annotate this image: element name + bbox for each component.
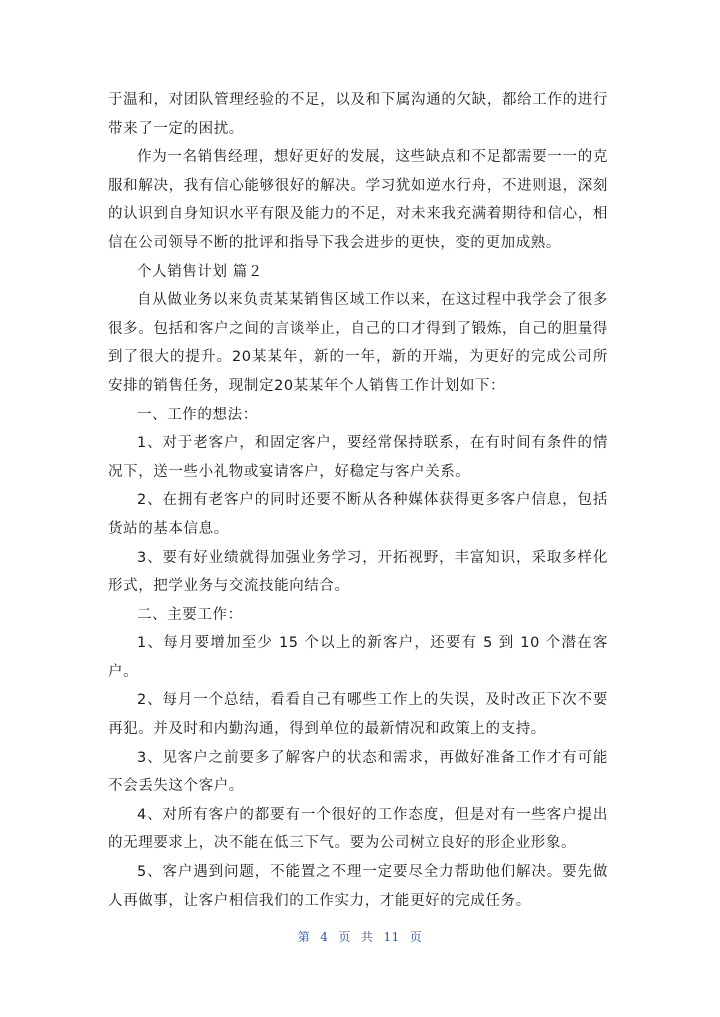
list-item: 1、每月要增加至少 15 个以上的新客户，还要有 5 到 10 个潜在客户。 (108, 635, 608, 680)
footer-ye: 页 (338, 930, 351, 944)
footer-page-current: 4 (320, 930, 329, 944)
subheading: 二、主要工作： (137, 606, 243, 623)
paragraph: 自从做业务以来负责某某销售区域工作以来，在这过程中我学会了很多很多。包括和客户之间的言谈举止，自己的口才得到了锻炼，自己的胆量得到了很大的提升。20某某年，新的一年，新的开端，为更好的完成公司所安排的销售任务，现制定20某某年个人销售工作计划如下： (108, 292, 608, 394)
document-body (108, 86, 608, 915)
subheading: 一、工作的想法： (137, 406, 258, 423)
page-footer (0, 928, 720, 945)
paragraph: 作为一名销售经理，想好更好的发展，这些缺点和不足都需要一一的克服和解决，我有信心能够很好的解决。学习犹如逆水行舟，不进则退，深刻的认识到自身知识水平有限及能力的不足，对未来我充满着期待和信心，相信在公司领导不断的批评和指导下我会进步的更快，变的更加成熟。 (108, 149, 608, 251)
list-item: 4、对所有客户的都要有一个很好的工作态度，但是对有一些客户提出的无理要求上，决不能在低三下气。要为公司树立良好的形企业形象。 (108, 806, 608, 852)
list-item: 2、在拥有老客户的同时还要不断从各种媒体获得更多客户信息，包括货站的基本信息。 (108, 492, 608, 537)
footer-di: 第 (297, 930, 311, 944)
list-item: 3、要有好业绩就得加强业务学习，开拓视野，丰富知识，采取多样化形式，把学业务与交流技能向结合。 (108, 549, 608, 595)
list-item: 1、对于老客户，和固定客户，要经常保持联系，在有时间有条件的情况下，送一些小礼物或宴请客户，好稳定与客户关系。 (108, 435, 608, 480)
paragraph: 于温和，对团队管理经验的不足，以及和下属沟通的欠缺，都给工作的进行带来了一定的困扰。 (108, 92, 608, 137)
footer-gong: 共 (360, 930, 374, 944)
list-item: 5、客户遇到问题，不能置之不理一定要尽全力帮助他们解决。要先做人再做事，让客户相信我们的工作实力，才能更好的完成任务。 (108, 864, 608, 909)
footer-page-total: 11 (383, 930, 400, 944)
list-item: 3、见客户之前要多了解客户的状态和需求，再做好准备工作才有可能不会丢失这个客户。 (108, 749, 608, 795)
footer-ye-end: 页 (409, 930, 423, 944)
section-heading: 个人销售计划 篇２ (137, 263, 264, 280)
list-item: 2、每月一个总结，看看自己有哪些工作上的失误，及时改正下次不要再犯。并及时和内勤沟通，得到单位的最新情况和政策上的支持。 (108, 692, 608, 738)
